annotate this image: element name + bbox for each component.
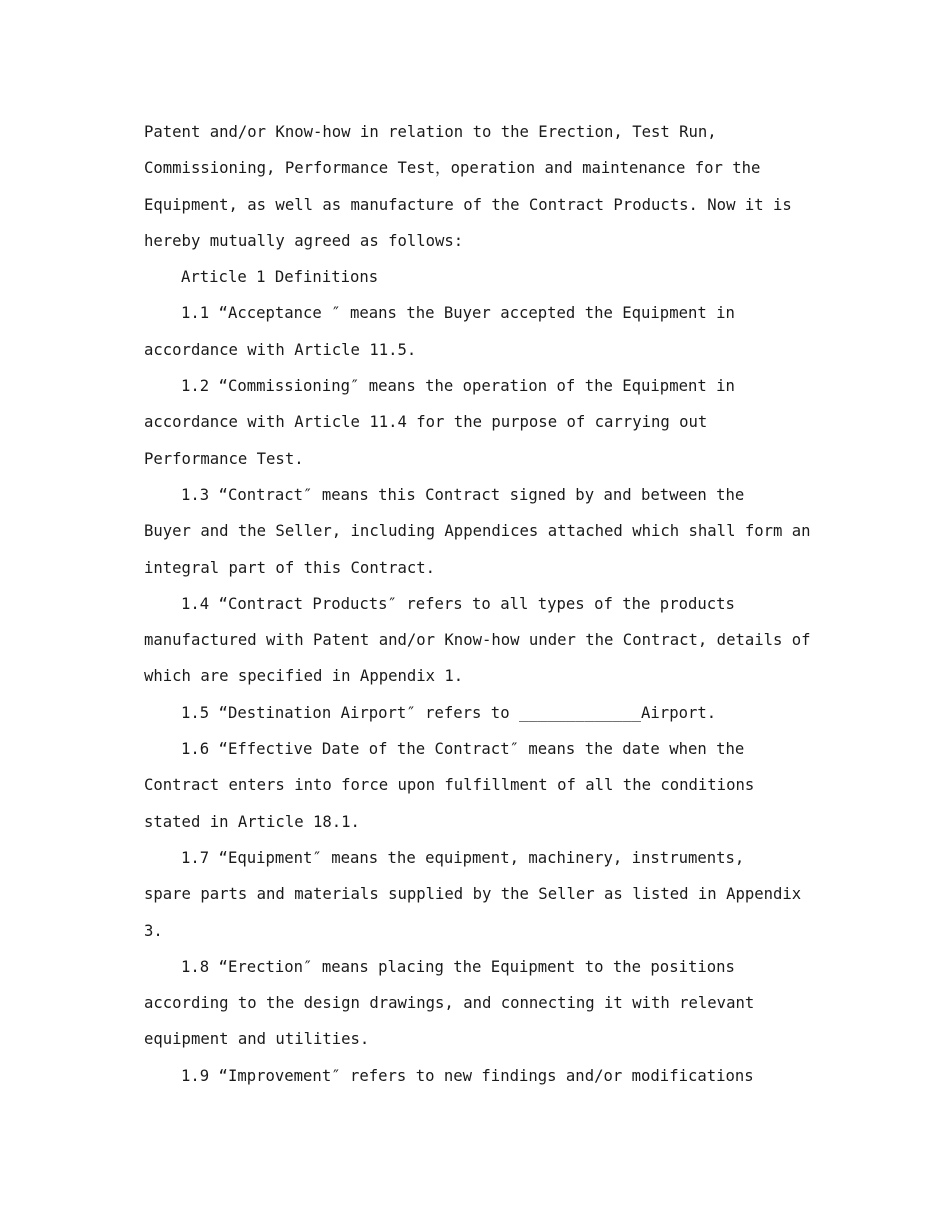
- text-line: Patent and/or Know-how in relation to the Erection, Test Run,: [144, 123, 717, 141]
- text-line: integral part of this Contract.: [144, 558, 436, 577]
- text-line: 3.: [144, 921, 163, 940]
- definition-1-8: 1.8 “Erection″ means placing the Equipment to the positions: [181, 957, 735, 976]
- text-line: which are specified in Appendix 1.: [144, 667, 464, 686]
- text-line: manufactured with Patent and/or Know-how under the Contract, details of: [144, 631, 811, 650]
- text-line: Buyer and the Seller, including Appendices attached which shall form an: [144, 522, 811, 541]
- definition-1-1: 1.1 “Acceptance ″ means the Buyer accepted the Equipment in: [181, 304, 735, 323]
- definition-1-9: 1.9 “Improvement″ refers to new findings and/or modifications: [181, 1066, 754, 1085]
- definition-1-6: 1.6 “Effective Date of the Contract″ means the date when the: [181, 740, 745, 759]
- text-line: Contract enters into force upon fulfillment of all the conditions: [144, 776, 755, 795]
- document-body: [144, 114, 816, 1094]
- text-line: stated in Article 18.1.: [144, 812, 360, 831]
- definition-1-5: 1.5 “Destination Airport″ refers to _____________Airport.: [181, 703, 717, 722]
- article-heading: Article 1 Definitions: [181, 268, 379, 287]
- text-line: accordance with Article 11.4 for the purpose of carrying out: [144, 413, 708, 432]
- text-line: Performance Test.: [144, 449, 304, 468]
- text-line: according to the design drawings, and connecting it with relevant: [144, 994, 755, 1013]
- text-line: equipment and utilities.: [144, 1030, 370, 1049]
- text-line: hereby mutually agreed as follows:: [144, 231, 464, 250]
- text-line: Equipment, as well as manufacture of the Contract Products. Now it is: [144, 195, 792, 214]
- text-line: accordance with Article 11.5.: [144, 340, 417, 359]
- definition-1-4: 1.4 “Contract Products″ refers to all types of the products: [181, 594, 735, 613]
- text-line: Commissioning, Performance Test，operation and maintenance for the: [144, 159, 761, 178]
- definition-1-2: 1.2 “Commissioning″ means the operation of the Equipment in: [181, 377, 735, 396]
- definition-1-7: 1.7 “Equipment″ means the equipment, machinery, instruments,: [181, 848, 745, 867]
- definition-1-3: 1.3 “Contract″ means this Contract signed by and between the: [181, 485, 745, 504]
- text-line: spare parts and materials supplied by the Seller as listed in Appendix: [144, 885, 802, 904]
